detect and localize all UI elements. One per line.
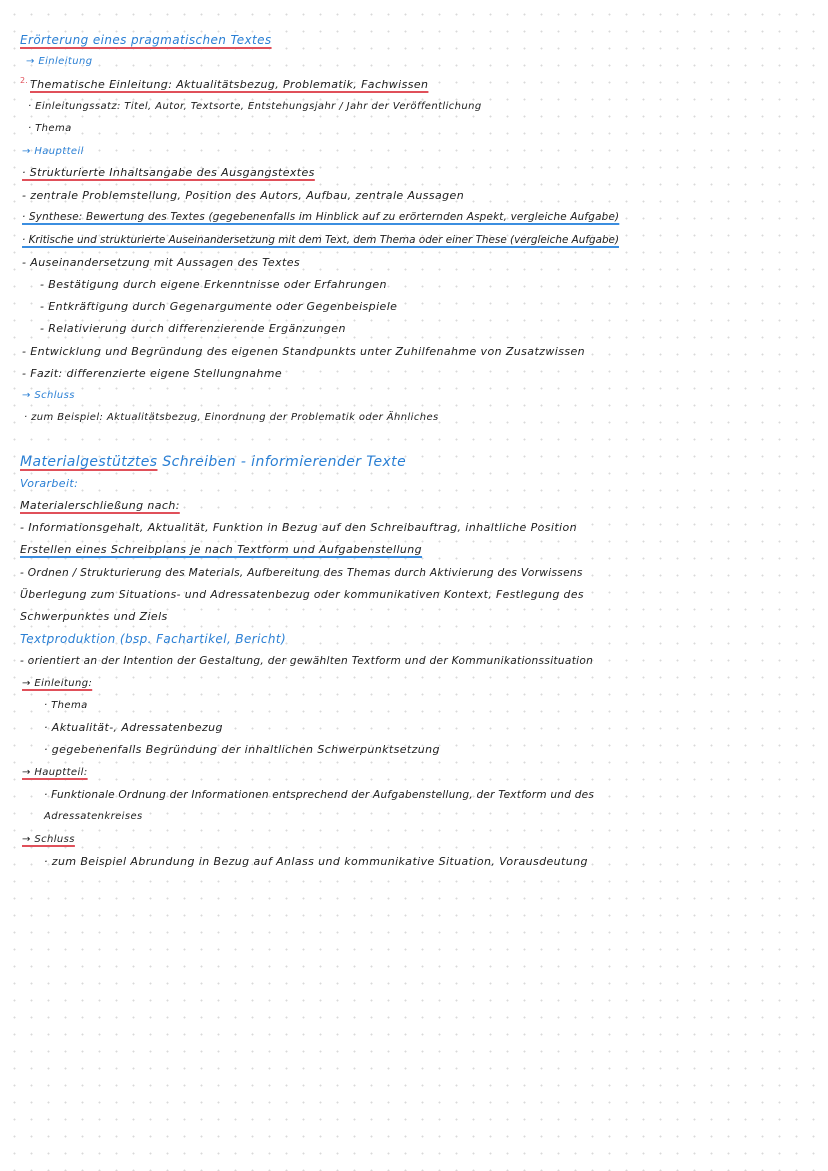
schreibplan-heading xyxy=(20,543,422,557)
hauptteil-item-text: · Strukturierte Inhaltsangabe des Ausgangstextes xyxy=(22,166,315,179)
schluss2-heading-text: → Schluss xyxy=(22,834,75,845)
hauptteil-item: - Auseinandersetzung mit Aussagen des Textes xyxy=(22,256,301,269)
hauptteil-item xyxy=(22,210,619,224)
einleitung-item: · Thema xyxy=(28,123,72,134)
hauptteil-item xyxy=(22,233,619,247)
erschliessung-text: Materialerschließung nach: xyxy=(20,499,180,512)
einleitung-item-text: Thematische Einleitung: Aktualitätsbezug, Problematik, Fachwissen xyxy=(30,78,429,91)
einleitung-item xyxy=(30,78,428,92)
erschliessung-item: - Informationsgehalt, Aktualität, Funktion in Bezug auf den Schreibauftrag, inhaltliche Position xyxy=(20,521,577,534)
hauptteil-subitem: - Entkräftigung durch Gegenargumente oder Gegenbeispiele xyxy=(40,300,398,313)
hauptteil-subitem: - Relativierung durch differenzierende Ergänzungen xyxy=(40,322,346,335)
hauptteil-item: - Fazit: differenzierte eigene Stellungnahme xyxy=(22,367,283,380)
schluss-heading: → Schluss xyxy=(22,390,75,401)
hauptteil-subitem: - Bestätigung durch eigene Erkenntnisse oder Erfahrungen xyxy=(40,278,387,291)
section1-title-text: Erörterung eines pragmatischen Textes xyxy=(20,33,272,47)
section2-title-b: Schreiben - informierender Texte xyxy=(157,454,407,470)
textproduktion-heading: Textproduktion (bsp. Fachartikel, Bericht) xyxy=(20,632,287,646)
hauptteil-item xyxy=(22,166,315,180)
einleitung-item: · Einleitungssatz: Titel, Autor, Textsorte, Entstehungsjahr / Jahr der Veröffentlichung xyxy=(28,101,482,112)
section1-title xyxy=(20,33,272,47)
hauptteil-item: - Entwicklung und Begründung des eigenen Standpunkts unter Zuhilfenahme von Zusatzwissen xyxy=(22,345,585,358)
einleitung-heading: → Einleitung xyxy=(26,56,93,67)
hauptteil2-item: · Funktionale Ordnung der Informationen entsprechend der Aufgabenstellung, der Textform und des xyxy=(44,789,595,801)
hauptteil-item: - zentrale Problemstellung, Position des Autors, Aufbau, zentrale Aussagen xyxy=(22,189,465,202)
erschliessung-heading xyxy=(20,499,180,513)
einleitung2-item: · Aktualität-, Adressatenbezug xyxy=(44,721,223,734)
ordnen-line: - Ordnen / Strukturierung des Materials, Aufbereitung des Themas durch Aktivierung des Vorwissens xyxy=(20,567,583,579)
footnote-marker: 2. xyxy=(20,76,28,85)
schreibplan-text: Erstellen eines Schreibplans je nach Textform und Aufgabenstellung xyxy=(20,543,423,556)
hauptteil-item-text: · Kritische und strukturierte Auseinandersetzung mit dem Text, dem Thema oder einer These (vergleiche Aufgabe) xyxy=(22,234,619,246)
einleitung2-item: · Thema xyxy=(44,700,88,711)
hauptteil-item-text: · Synthese: Bewertung des Textes (gegebenenfalls im Hinblick auf zu erörternden Aspekt, vergleiche Aufgabe) xyxy=(22,211,620,223)
schluss-item: · zum Beispiel: Aktualitätsbezug, Einordnung der Problematik oder Ähnliches xyxy=(24,412,439,423)
section2-title xyxy=(20,453,406,471)
einleitung2-heading xyxy=(22,677,92,691)
orientiert-line: - orientiert an der Intention der Gestaltung, der gewählten Textform und der Kommunikationssituation xyxy=(20,655,594,667)
einleitung2-item: · gegebenenfalls Begründung der inhaltlichen Schwerpunktsetzung xyxy=(44,743,440,756)
hauptteil2-heading xyxy=(22,766,88,780)
hauptteil-heading: → Hauptteil xyxy=(22,146,84,157)
schluss2-heading xyxy=(22,833,75,847)
schluss2-item: · zum Beispiel Abrundung in Bezug auf Anlass und kommunikative Situation, Vorausdeutung xyxy=(44,855,588,868)
hauptteil2-item-cont: Adressatenkreises xyxy=(44,811,143,822)
einleitung2-heading-text: → Einleitung: xyxy=(22,678,93,689)
ordnen-line: Überlegung zum Situations- und Adressatenbezug oder kommunikativen Kontext, Festlegung des xyxy=(20,588,584,601)
vorarbeit-heading: Vorarbeit: xyxy=(20,477,79,490)
ordnen-line: Schwerpunktes und Ziels xyxy=(20,610,168,623)
section2-title-a: Materialgestütztes xyxy=(20,454,158,470)
hauptteil2-heading-text: → Hauptteil: xyxy=(22,767,88,778)
